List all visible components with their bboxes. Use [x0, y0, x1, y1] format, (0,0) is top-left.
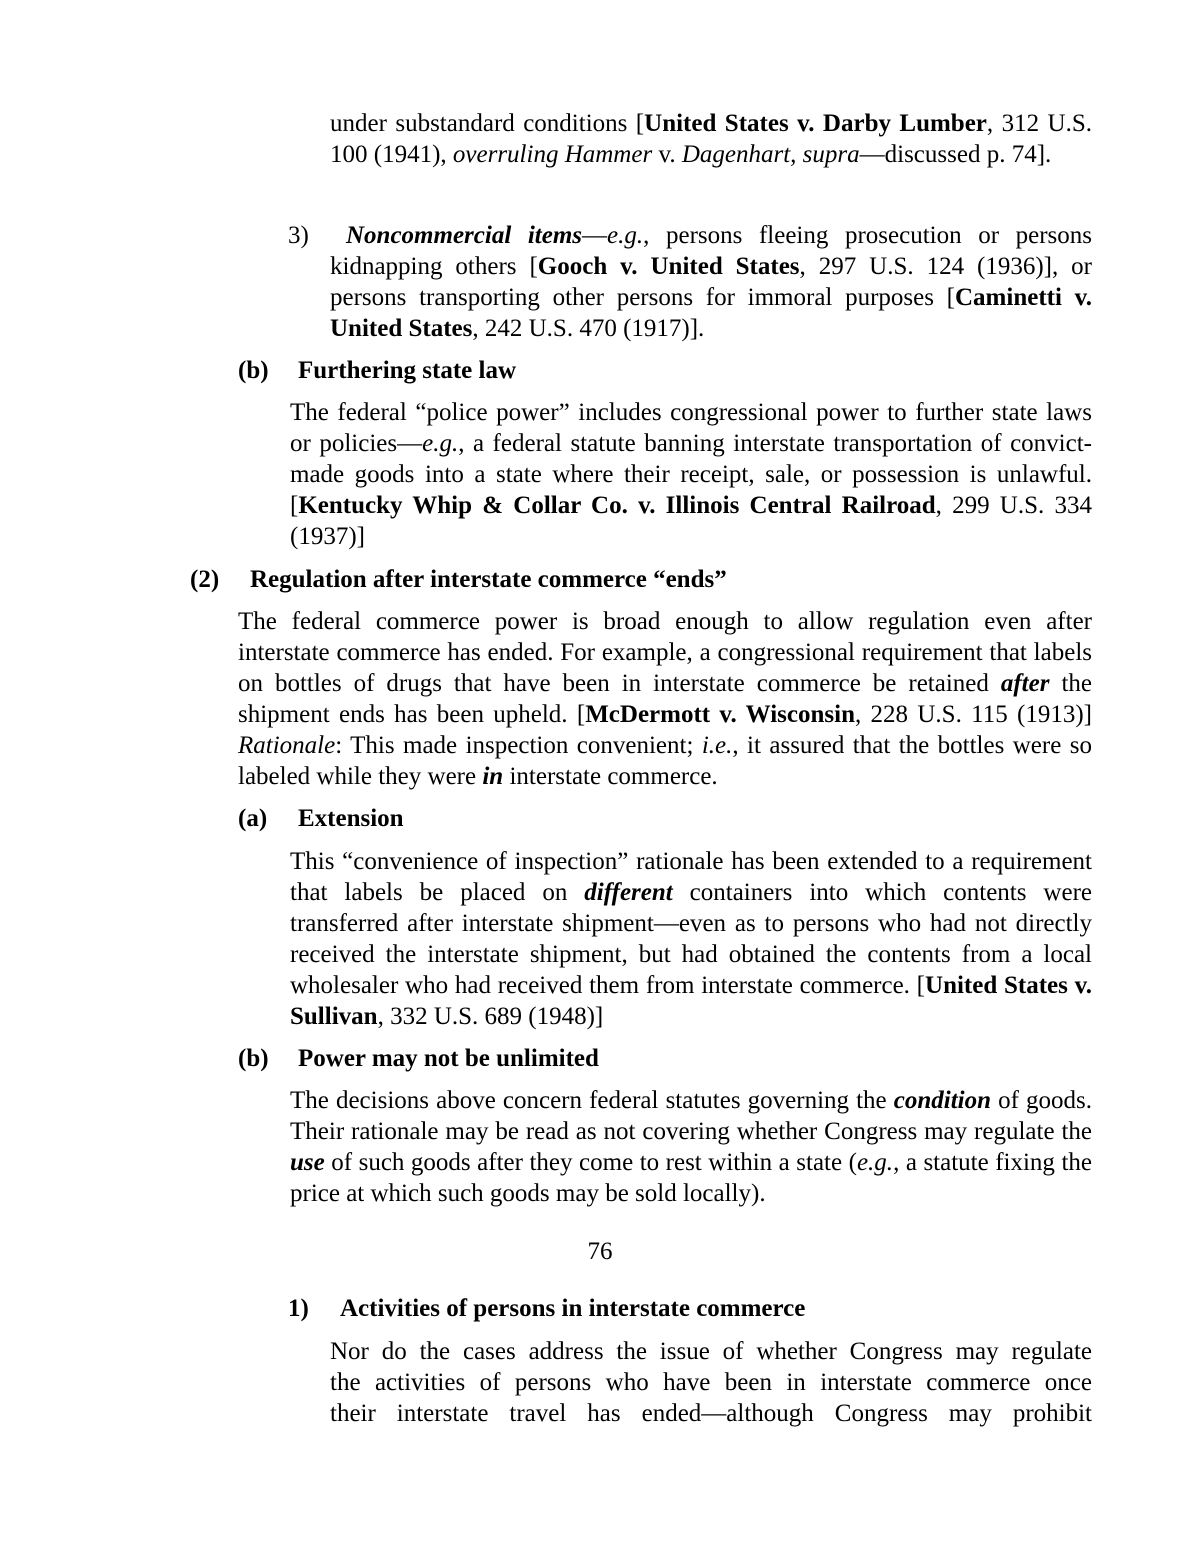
item-1-line: their interstate travel has ended—although Congress may prohibit [330, 1400, 1092, 1427]
section-b2-heading: (b) Power may not be unlimited [238, 1045, 599, 1072]
section-b-paragraph: The federal “police power” includes congressional power to further state laws or policies—e.g., a federal statute banning interstate transportation of convict-made goods into a state where their receipt, sale, or possession is unlawful. [Kentucky Whip & Collar Co. v. Illinois Central Railroad, 299 U.S. 334 (1937)] [290, 399, 1092, 550]
item-1-heading: 1) Activities of persons in interstate commerce [288, 1295, 806, 1322]
case-citation: Caminetti v. United States [330, 284, 1093, 342]
item-3-paragraph: Noncommercial items—e.g., persons fleeing prosecution or persons kidnapping others [Gooch v. United States, 297 U.S. 124 (1936)], or persons transporting other persons for immoral purposes [Caminetti v. United States, 242 U.S. 470 (1917)]. [330, 222, 1093, 342]
item-1-paragraph [330, 1336, 1092, 1429]
section-b2-paragraph: The decisions above concern federal statutes governing the condition of goods. Their rationale may be read as not covering whether Congress may regulate the use of such goods after they come to rest within a state (e.g., a statute fixing the price at which such goods may be sold locally). [290, 1087, 1092, 1207]
section-b-heading: (b) Furthering state law [238, 357, 517, 384]
item-1-line: the activities of persons who have been in interstate commerce once [330, 1369, 1092, 1396]
item-3-label: Noncommercial items [346, 222, 583, 249]
case-citation: Kentucky Whip & Collar Co. v. Illinois Central Railroad [298, 492, 936, 519]
case-citation: Gooch v. United States [537, 253, 800, 280]
item-1-line: Nor do the cases address the issue of whether Congress may regulate [330, 1338, 1092, 1365]
case-citation: United States v. Sullivan [290, 972, 1093, 1030]
section-a-paragraph: This “convenience of inspection” rationale has been extended to a requirement that labels be placed on different containers into which contents were transferred after interstate shipment—even as to persons who had not directly received the interstate shipment, but had obtained the contents from a local wholesaler who had received them from interstate commerce. [United States v. Sullivan, 332 U.S. 689 (1948)] [290, 848, 1093, 1030]
item-3-number: 3) [288, 222, 309, 249]
section-a-heading: (a) Extension [238, 805, 404, 832]
section-2-heading: (2) Regulation after interstate commerce “ends” [190, 566, 727, 593]
section-2-paragraph: The federal commerce power is broad enough to allow regulation even after interstate commerce has ended. For example, a congressional requirement that labels on bottles of drugs that have been in interstate commerce be retained after the shipment ends has been upheld. [McDermott v. Wisconsin, 228 U.S. 115 (1913)] Rationale: This made inspection convenient; i.e., it assured that the bottles were so labeled while they were in interstate commerce. [238, 608, 1093, 790]
page-number: 76 [587, 1238, 613, 1265]
case-citation: McDermott v. Wisconsin [585, 701, 855, 728]
case-citation: United States v. Darby Lumber [644, 110, 987, 137]
continuation-paragraph: under substandard conditions [United States v. Darby Lumber, 312 U.S. 100 (1941), overruling Hammer v. Dagenhart, supra—discussed p. 74]. [330, 110, 1092, 168]
